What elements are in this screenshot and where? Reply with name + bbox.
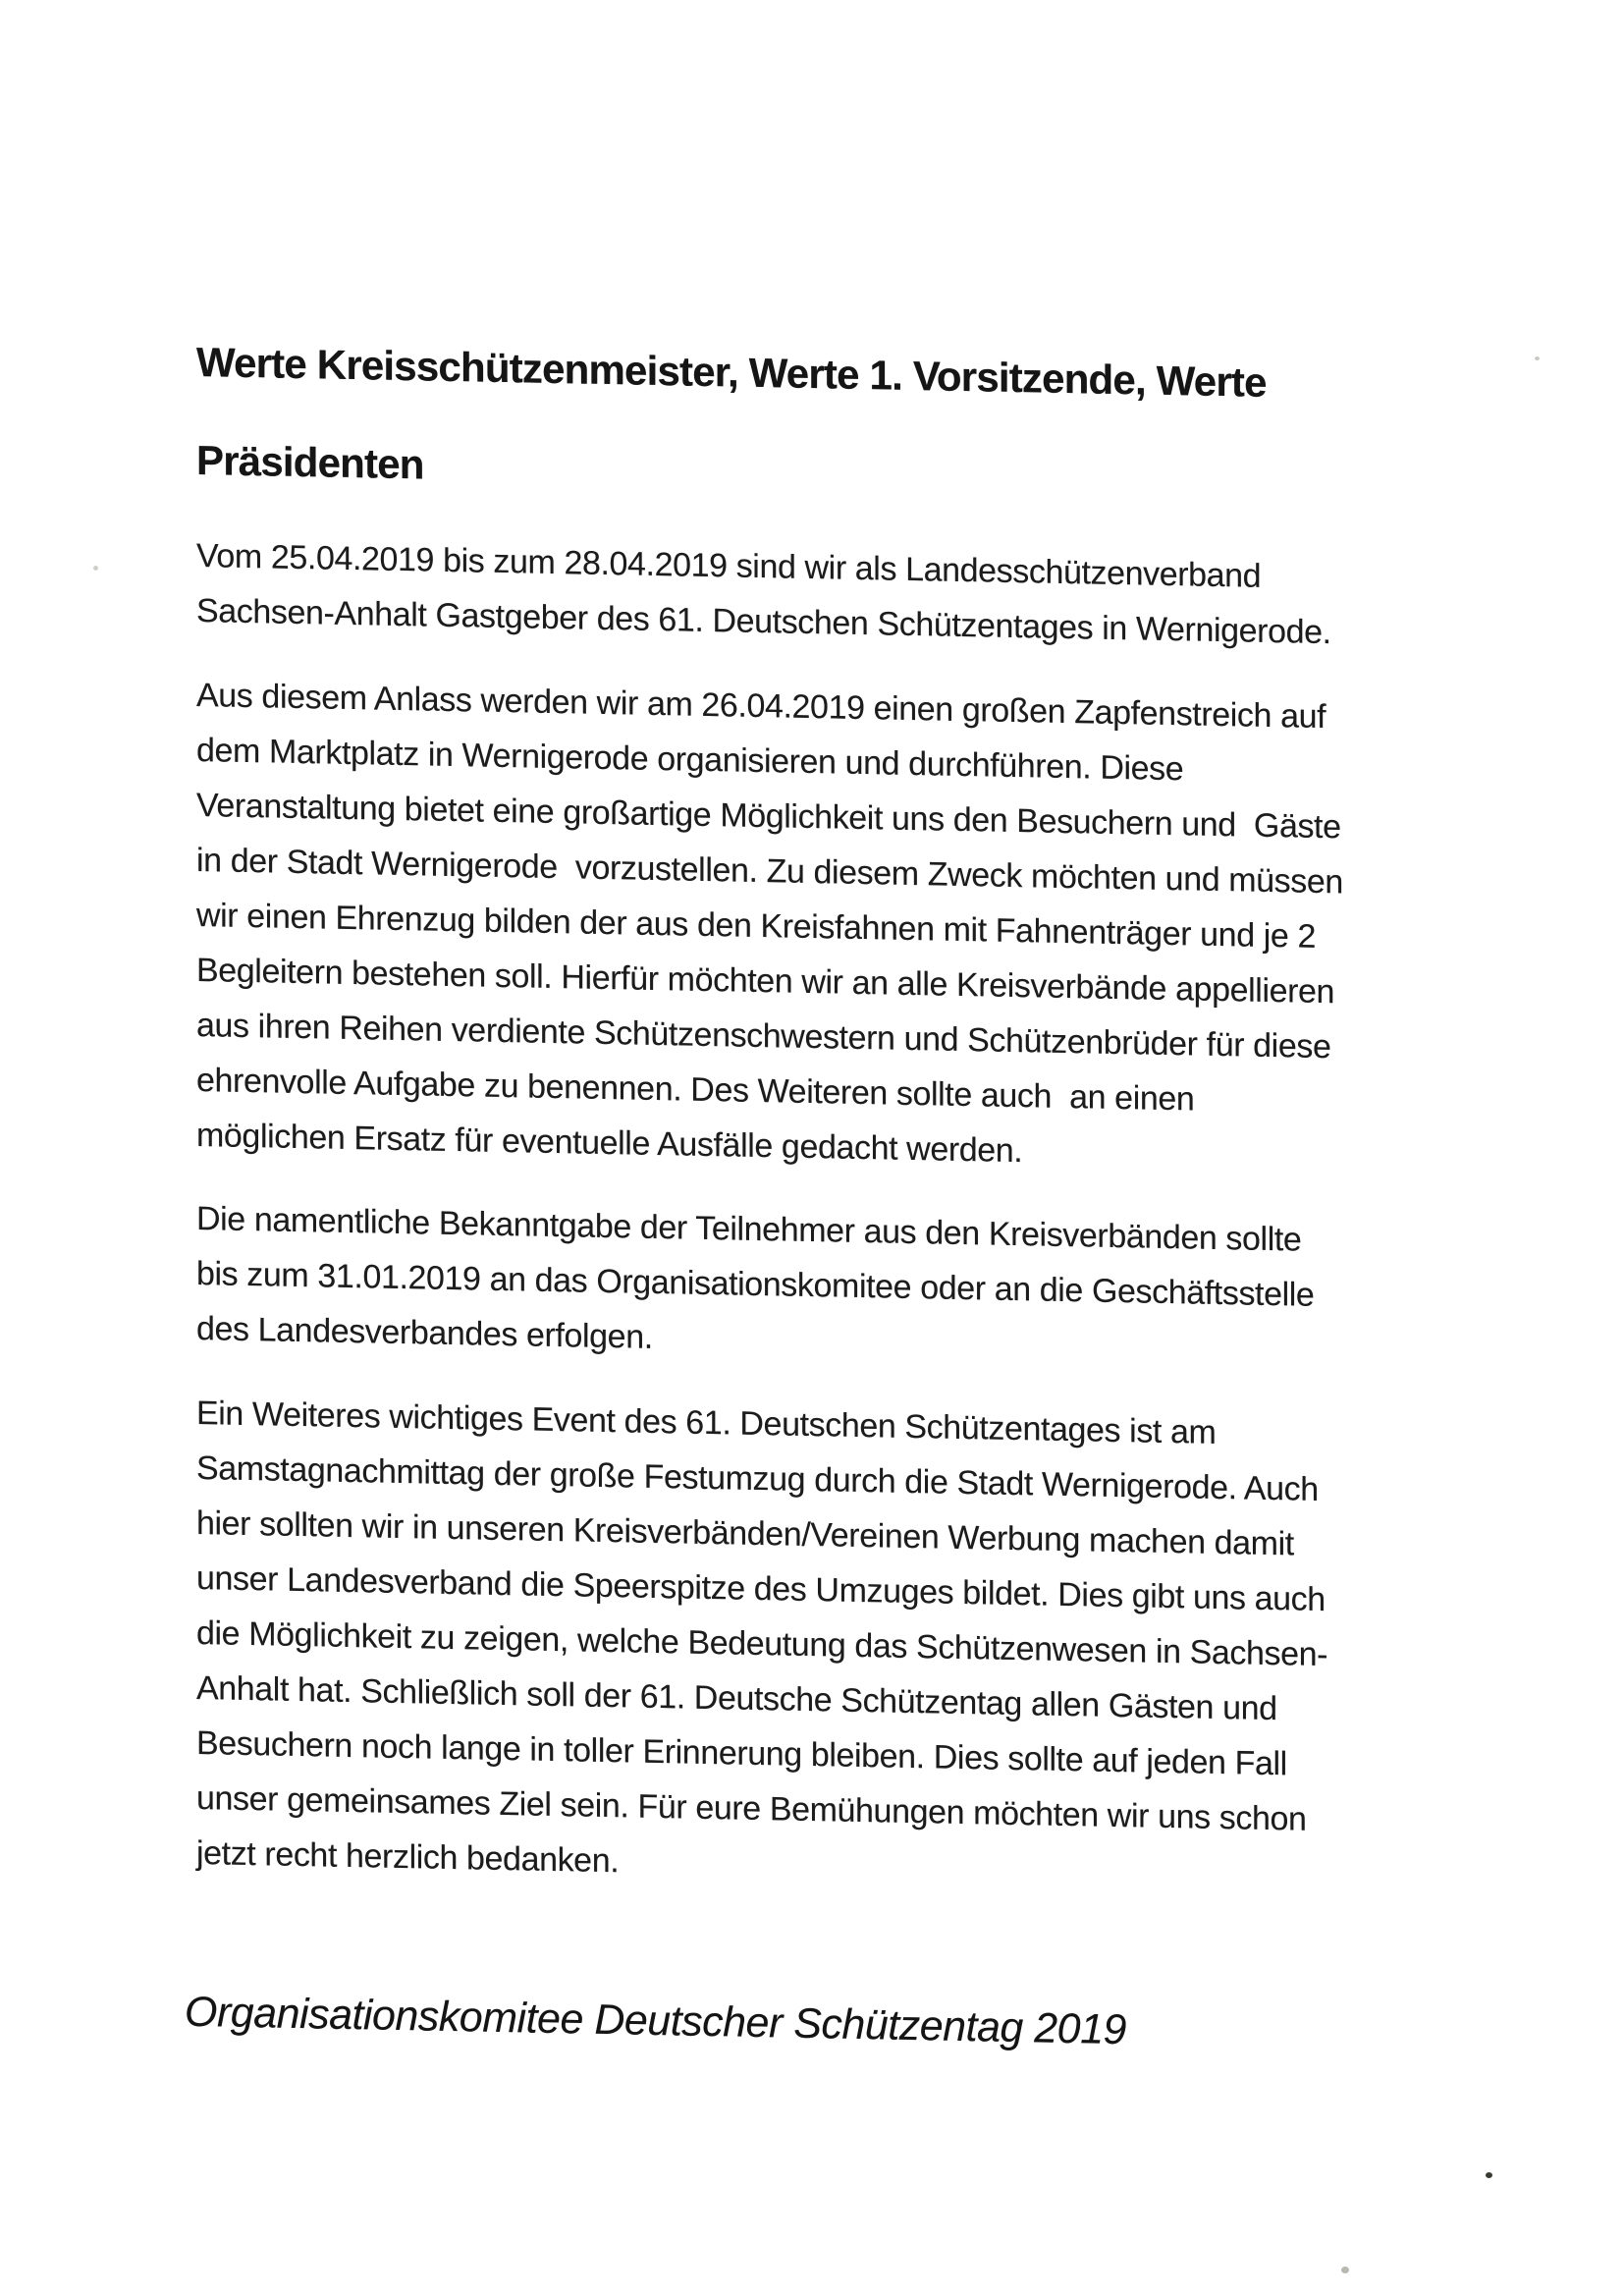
- signature-line: Organisationskomitee Deutscher Schützentag 2019: [185, 1988, 1126, 2054]
- letter-line: jetzt recht herzlich bedanken.: [196, 1834, 620, 1881]
- letter-line: Ein Weiteres wichtiges Event des 61. Deutschen Schützentages ist am: [196, 1394, 1217, 1451]
- letter-content: [185, 339, 1532, 2054]
- letter-line: Samstagnachmittag der große Festumzug durch die Stadt Wernigerode. Auch: [196, 1449, 1319, 1508]
- letter-title-line-2: Präsidenten: [196, 437, 424, 488]
- letter-line: Besuchern noch lange in toller Erinnerung bleiben. Dies sollte auf jeden Fall: [196, 1724, 1287, 1783]
- letter-line: Die namentliche Bekanntgabe der Teilnehmer aus den Kreisverbänden sollte: [196, 1200, 1302, 1259]
- letter-line: die Möglichkeit zu zeigen, welche Bedeutung das Schützenwesen in Sachsen-: [196, 1614, 1328, 1674]
- letter-line: in der Stadt Wernigerode vorzustellen. Zu diesem Zweck möchten und müssen: [196, 842, 1343, 902]
- letter-paragraph-3: [196, 1191, 1314, 1378]
- letter-line: Anhalt hat. Schließlich soll der 61. Deutsche Schützentag allen Gästen und: [196, 1669, 1277, 1728]
- scan-artifact: [1341, 2267, 1349, 2273]
- letter-line: bis zum 31.01.2019 an das Organisationskomitee oder an die Geschäftsstelle: [196, 1255, 1315, 1314]
- letter-line: Vom 25.04.2019 bis zum 28.04.2019 sind wir als Landesschützenverband: [196, 537, 1262, 595]
- letter-paragraph-4: [196, 1386, 1327, 1902]
- letter-line: Sachsen-Anhalt Gastgeber des 61. Deutschen Schützentages in Wernigerode.: [196, 592, 1331, 652]
- letter-line: aus ihren Reihen verdiente Schützenschwestern und Schützenbrüder für diese: [196, 1007, 1331, 1066]
- scan-artifact: [1486, 2172, 1492, 2178]
- letter-line: des Landesverbandes erfolgen.: [196, 1310, 653, 1356]
- letter-paragraph-2: [196, 668, 1343, 1184]
- letter-line: wir einen Ehrenzug bilden der aus den Kreisfahnen mit Fahnenträger und je 2: [196, 897, 1316, 956]
- letter-paragraph-1: [196, 528, 1331, 660]
- scan-artifact: [1535, 356, 1540, 360]
- letter-line: unser gemeinsames Ziel sein. Für eure Bemühungen möchten wir uns schon: [196, 1779, 1307, 1838]
- letter-line: hier sollten wir in unseren Kreisverbänden/Vereinen Werbung machen damit: [196, 1504, 1294, 1563]
- letter-line: dem Marktplatz in Wernigerode organisieren und durchführen. Diese: [196, 732, 1184, 789]
- letter-line: Aus diesem Anlass werden wir am 26.04.2019 einen großen Zapfenstreich auf: [196, 677, 1326, 737]
- scan-artifact: [93, 566, 98, 571]
- letter-line: unser Landesverband die Speerspitze des Umzuges bildet. Dies gibt uns auch: [196, 1559, 1326, 1619]
- letter-line: Veranstaltung bietet eine großartige Möglichkeit uns den Besuchern und Gäste: [196, 787, 1341, 847]
- letter-title-line-1: Werte Kreisschützenmeister, Werte 1. Vorsitzende, Werte: [196, 339, 1267, 406]
- letter-line: möglichen Ersatz für eventuelle Ausfälle gedacht werden.: [196, 1117, 1023, 1171]
- letter-line: ehrenvolle Aufgabe zu benennen. Des Weiteren sollte auch an einen: [196, 1062, 1195, 1119]
- letter-line: Begleitern bestehen soll. Hierfür möchten wir an alle Kreisverbände appellieren: [196, 952, 1335, 1011]
